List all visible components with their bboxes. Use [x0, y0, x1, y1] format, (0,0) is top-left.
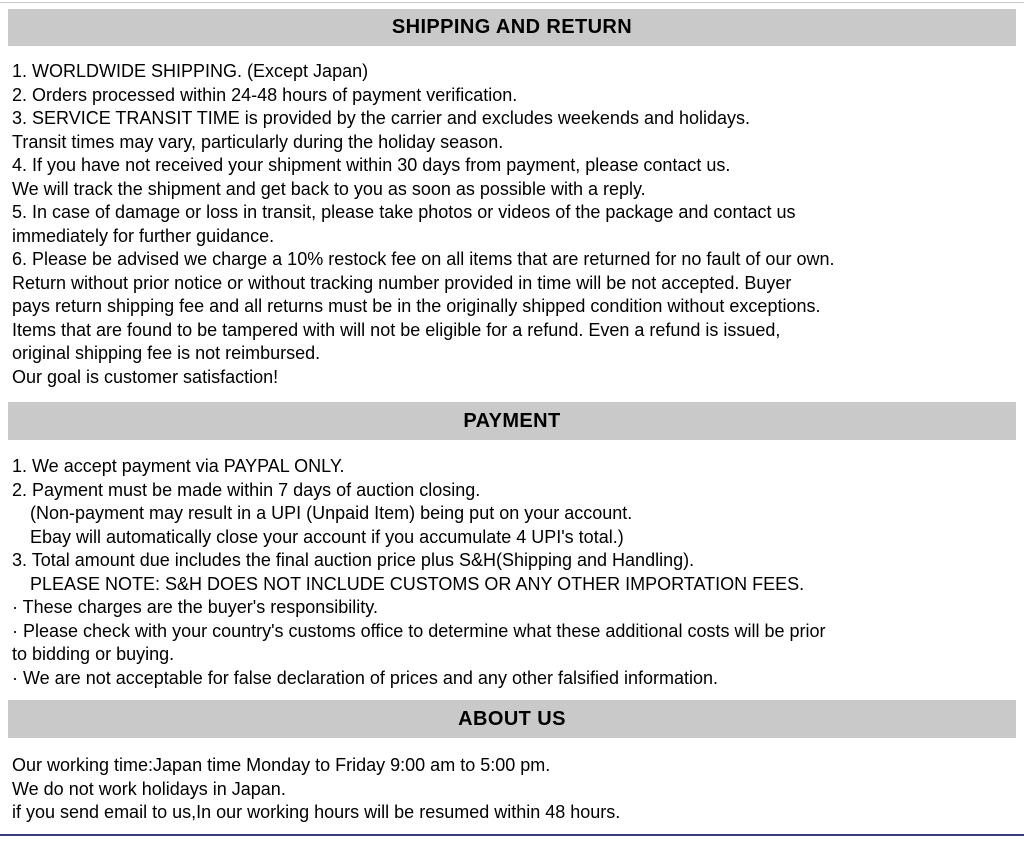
- section-body-payment: [0, 455, 1024, 690]
- policy-line: Transit times may vary, particularly during the holiday season.: [12, 131, 504, 152]
- policy-line: 3. SERVICE TRANSIT TIME is provided by the carrier and excludes weekends and holidays.: [12, 108, 751, 128]
- policy-line: PLEASE NOTE: S&H DOES NOT INCLUDE CUSTOMS OR ANY OTHER IMPORTATION FEES.: [30, 573, 805, 594]
- policy-line: · Please check with your country's customs office to determine what these additional costs will be prior: [12, 620, 826, 641]
- section-title: PAYMENT: [463, 410, 561, 432]
- bottom-divider: [0, 834, 1024, 836]
- section-header-payment: [8, 402, 1016, 440]
- policy-line: original shipping fee is not reimbursed.: [12, 343, 321, 363]
- policy-line: · We are not acceptable for false declaration of prices and any other falsified information.: [12, 667, 719, 688]
- section-title: ABOUT US: [458, 708, 566, 730]
- policy-line: 3. Total amount due includes the final auction price plus S&H(Shipping and Handling).: [12, 550, 695, 570]
- policy-line: pays return shipping fee and all returns must be in the originally shipped condition without exceptions.: [12, 296, 821, 316]
- policy-line: Our working time:Japan time Monday to Friday 9:00 am to 5:00 pm.: [12, 755, 551, 775]
- policy-line: if you send email to us,In our working hours will be resumed within 48 hours.: [12, 802, 621, 822]
- policy-line: 6. Please be advised we charge a 10% restock fee on all items that are returned for no fault of our own.: [12, 249, 835, 269]
- policy-line: We do not work holidays in Japan.: [12, 778, 286, 799]
- policy-line: (Non-payment may result in a UPI (Unpaid Item) being put on your account.: [30, 503, 633, 523]
- policy-line: 4. If you have not received your shipment within 30 days from payment, please contact us.: [12, 155, 731, 175]
- policy-line: · These charges are the buyer's responsibility.: [12, 597, 378, 617]
- policy-line: We will track the shipment and get back to you as soon as possible with a reply.: [12, 178, 646, 199]
- policy-line: 5. In case of damage or loss in transit, please take photos or videos of the package and contact us: [12, 202, 796, 222]
- policy-line: Our goal is customer satisfaction!: [12, 366, 279, 387]
- policy-line: Ebay will automatically close your account if you accumulate 4 UPI's total.): [30, 526, 624, 547]
- section-header-shipping-and-return: [8, 9, 1016, 46]
- policy-line: 2. Orders processed within 24-48 hours of payment verification.: [12, 84, 518, 105]
- section-header-about-us: [8, 700, 1016, 738]
- section-title: SHIPPING AND RETURN: [391, 16, 633, 38]
- policy-line: 2. Payment must be made within 7 days of auction closing.: [12, 479, 481, 500]
- policy-line: immediately for further guidance.: [12, 225, 275, 246]
- policy-line: to bidding or buying.: [12, 644, 175, 664]
- seller-policy-page: [0, 2, 1024, 844]
- top-divider: [0, 2, 1024, 3]
- section-body-shipping-and-return: [0, 60, 1024, 389]
- policy-line: Return without prior notice or without tracking number provided in time will be not accepted. Buyer: [12, 272, 792, 293]
- policy-line: 1. WORLDWIDE SHIPPING. (Except Japan): [12, 61, 369, 81]
- policy-line: Items that are found to be tampered with will not be eligible for a refund. Even a refund is issued,: [12, 319, 781, 340]
- section-body-about-us: [0, 754, 1024, 825]
- policy-line: 1. We accept payment via PAYPAL ONLY.: [12, 456, 345, 476]
